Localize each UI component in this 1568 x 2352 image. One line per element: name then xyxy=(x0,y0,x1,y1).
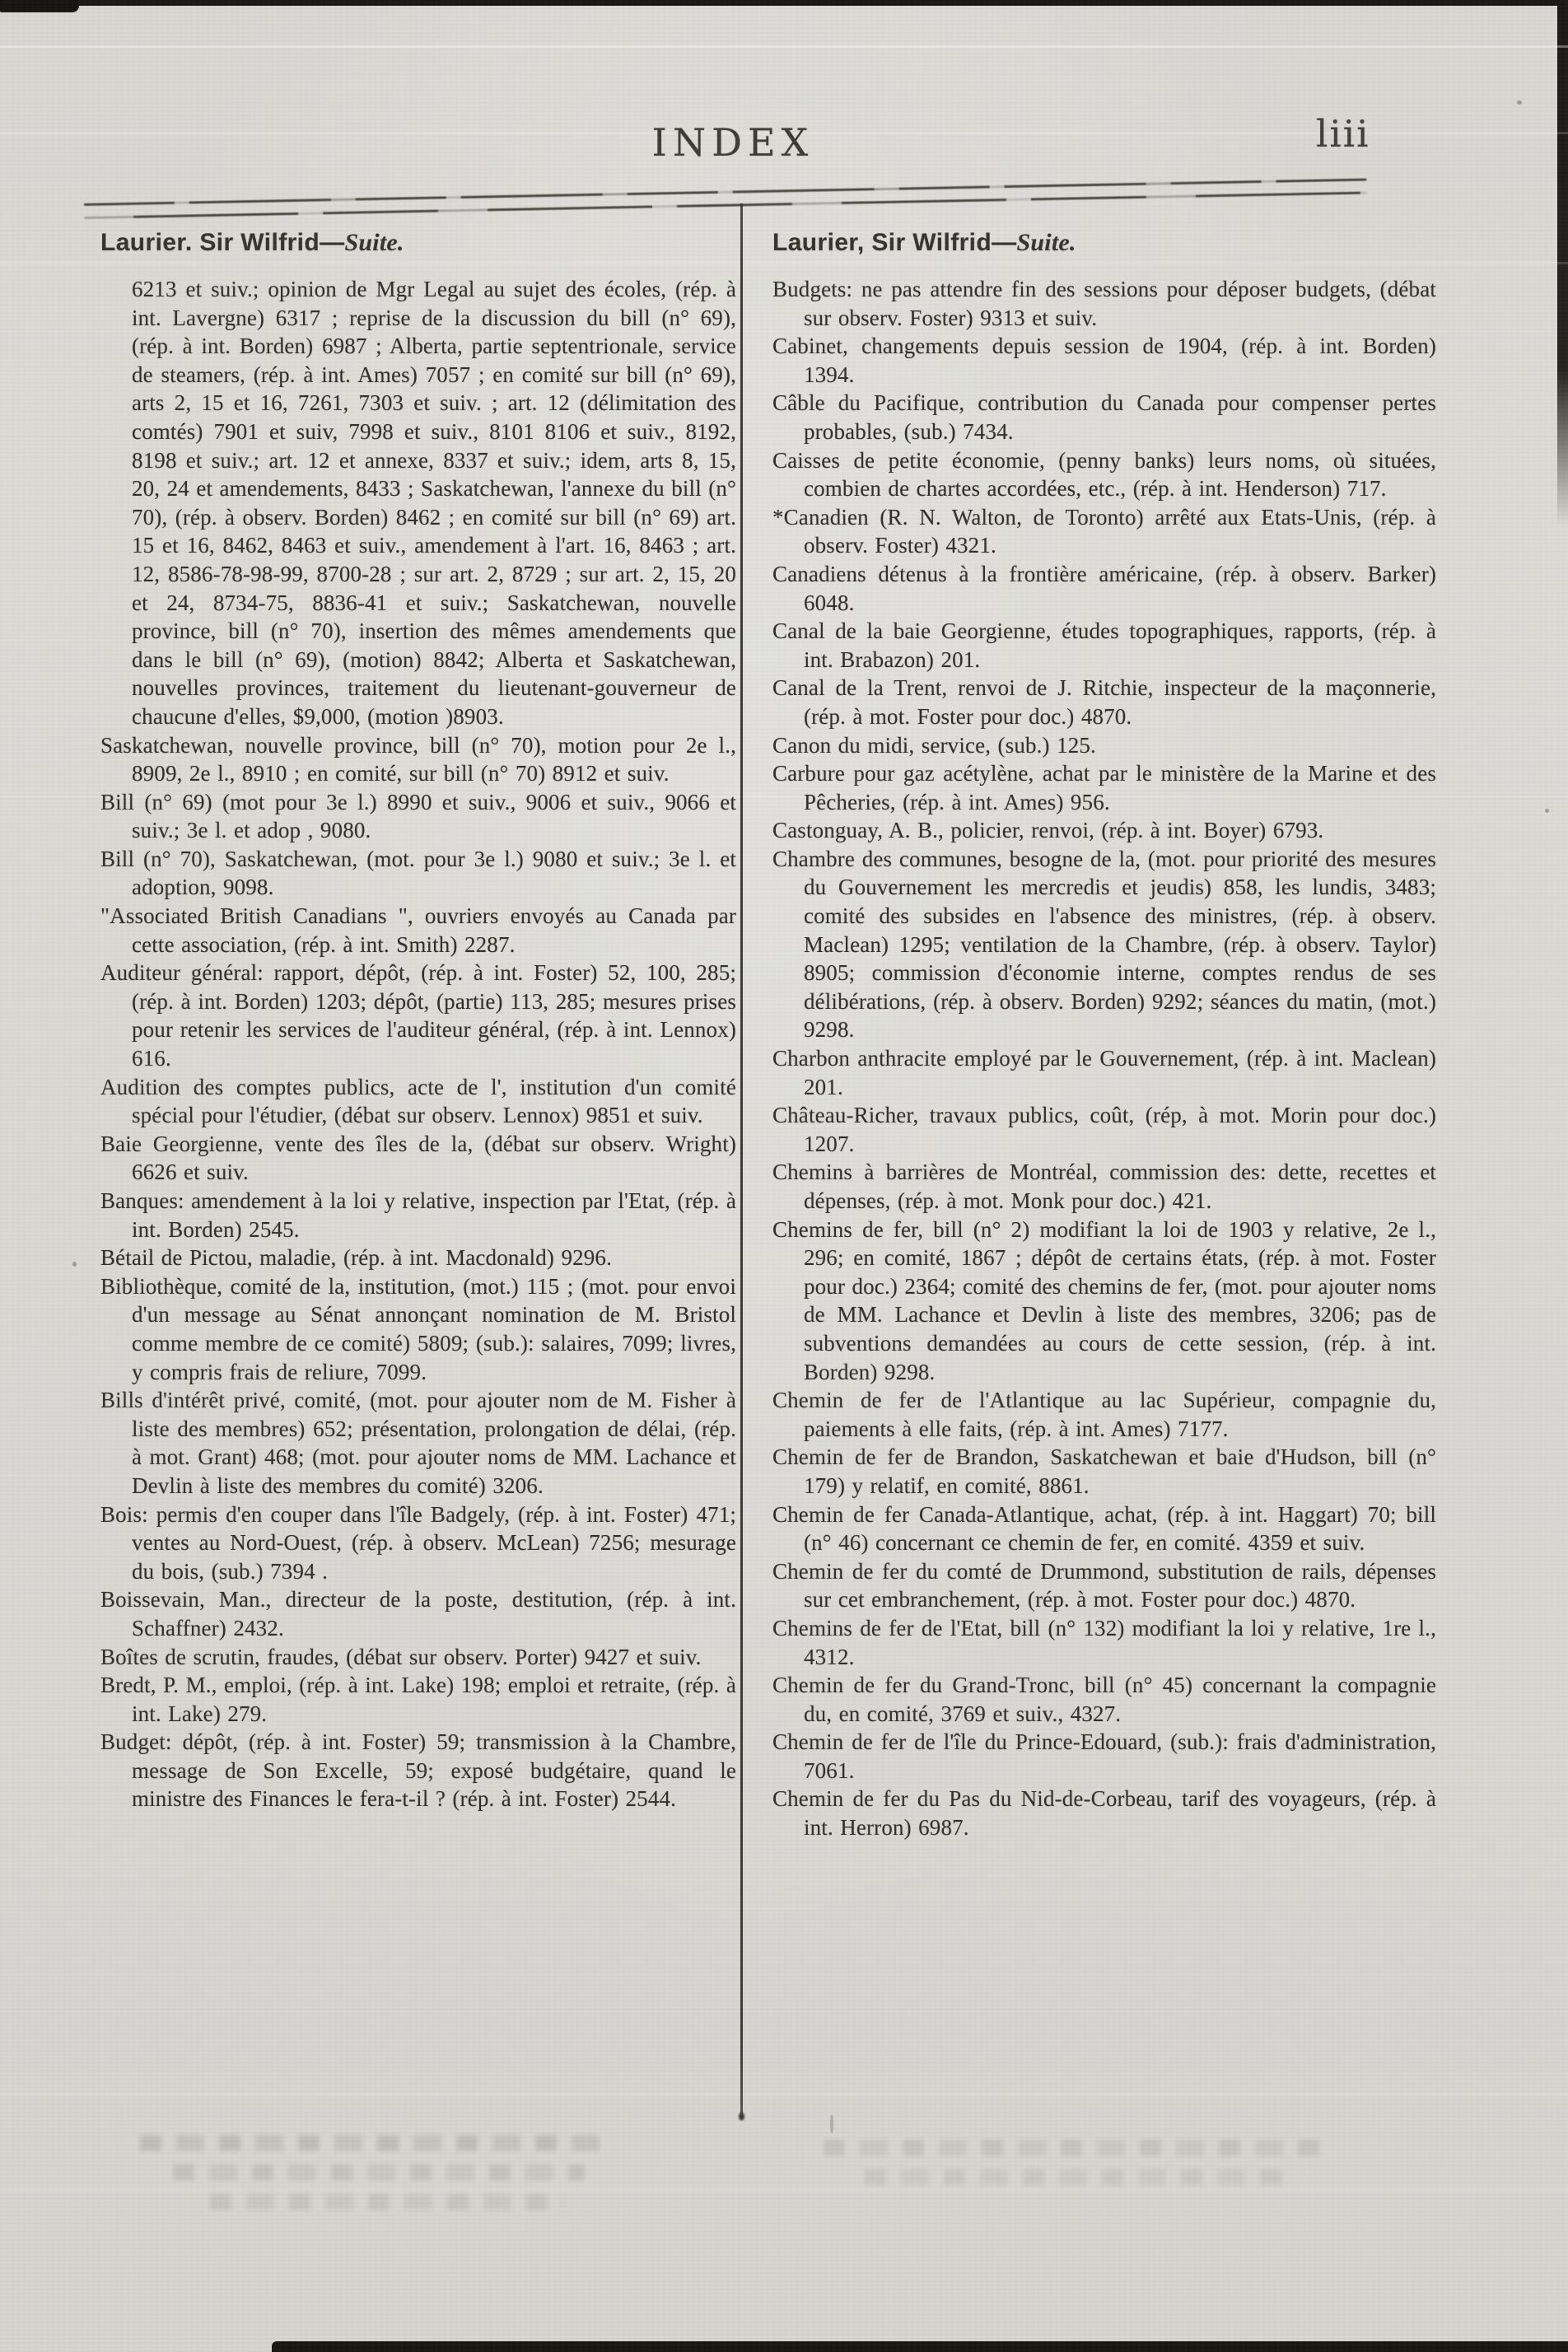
index-entry: Banques: amendement à la loi y relative, inspection par l'Etat, (rép. à int. Borden) 2545. xyxy=(100,1188,736,1242)
heading-name: Laurier, Sir Wilfrid— xyxy=(772,229,1017,256)
index-entry: Bredt, P. M., emploi, (rép. à int. Lake) 198; emploi et retraite, (rép. à int. Lake) 279. xyxy=(100,1673,736,1726)
index-entry: Boîtes de scrutin, fraudes, (débat sur observ. Porter) 9427 et suiv. xyxy=(100,1644,702,1669)
index-entry: Bills d'intérêt privé, comité, (mot. pour ajouter nom de M. Fisher à liste des membres) 652; présentation, prolongation de délai, (rép. à mot. Grant) 468; (mot. pour ajouter noms de MM. Lachance et Devlin à liste des membres du comité) 3206. xyxy=(100,1388,736,1498)
index-entry: Budgets: ne pas attendre fin des sessions pour déposer budgets, (débat sur observ. Foster) 9313 et suiv. xyxy=(772,277,1436,330)
scan-speck xyxy=(1517,100,1522,105)
column-heading-right xyxy=(772,229,1436,257)
index-entry: Câble du Pacifique, contribution du Canada pour compenser pertes probables, (sub.) 7434. xyxy=(772,390,1436,444)
bleed-through-smudge xyxy=(173,2164,585,2181)
bleed-through-smudge xyxy=(210,2194,564,2210)
index-entry: Canal de la baie Georgienne, études topographiques, rapports, (rép. à int. Brabazon) 201. xyxy=(772,618,1436,672)
index-entry: Chemin de fer Canada-Atlantique, achat, (rép. à int. Haggart) 70; bill (n° 46) concernant ce chemin de fer, en comité. 4359 et suiv. xyxy=(772,1501,1436,1556)
scan-edge-artifact-bottom xyxy=(272,2341,1568,2352)
rule-line xyxy=(84,192,1367,219)
index-entry: Cabinet, changements depuis session de 1904, (rép. à int. Borden) 1394. xyxy=(772,334,1436,387)
header-double-rule xyxy=(84,179,1367,222)
index-entry: Bibliothèque, comité de la, institution, (mot.) 115 ; (mot. pour envoi d'un message au Sénat annonçant nomination de M. Bristol comme membre de ce comité) 5809; (sub.): salaires, 7099; livres, y compris frais de reliure, 7099. xyxy=(100,1273,736,1384)
bleed-through-smudge xyxy=(824,2140,1334,2156)
bleed-through-smudge xyxy=(140,2135,601,2151)
index-entries-right xyxy=(772,275,1436,1842)
scan-corner-artifact xyxy=(0,0,79,12)
scan-edge-artifact-top xyxy=(0,0,1568,6)
scan-edge-artifact-right xyxy=(1557,0,1568,527)
page-number: liii xyxy=(1316,112,1370,156)
scan-streak xyxy=(0,2189,1568,2191)
bleed-through-smudge xyxy=(865,2169,1293,2186)
index-entry: Chemins à barrières de Montréal, commission des: dette, recettes et dépenses, (rép. à mot. Monk pour doc.) 421. xyxy=(772,1160,1436,1213)
rule-line xyxy=(84,179,1367,206)
index-entry: Canon du midi, service, (sub.) 125. xyxy=(772,732,1096,758)
index-entry: Castonguay, A. B., policier, renvoi, (rép. à int. Boyer) 6793. xyxy=(772,818,1324,843)
index-entry: Canadiens détenus à la frontière américaine, (rép. à observ. Barker) 6048. xyxy=(772,561,1436,615)
index-entry: Chemin de fer de Brandon, Saskatchewan et baie d'Hudson, bill (n° 179) y relatif, en comité, 8861. xyxy=(772,1444,1436,1498)
index-entry: Boissevain, Man., directeur de la poste, destitution, (rép. à int. Schaffner) 2432. xyxy=(100,1587,736,1640)
column-heading-left xyxy=(100,229,736,257)
index-entry: Carbure pour gaz acétylène, achat par le ministère de la Marine et des Pêcheries, (rép. à int. Ames) 956. xyxy=(772,761,1436,814)
index-entry: Baie Georgienne, vente des îles de la, (débat sur observ. Wright) 6626 et suiv. xyxy=(100,1131,736,1185)
index-entry: Bill (n° 69) (mot pour 3e l.) 8990 et suiv., 9006 et suiv., 9066 et suiv.; 3e l. et adop , 9080. xyxy=(100,789,736,843)
scan-speck xyxy=(72,1262,77,1267)
heading-name: Laurier. Sir Wilfrid— xyxy=(100,229,345,256)
index-column-right xyxy=(772,229,1436,1842)
index-entry: Audition des comptes publics, acte de l', institution d'un comité spécial pour l'étudier, (débat sur observ. Lennox) 9851 et suiv. xyxy=(100,1074,736,1128)
index-entry: Canal de la Trent, renvoi de J. Ritchie, inspecteur de la maçonnerie, (rép. à mot. Foster pour doc.) 4870. xyxy=(772,675,1436,729)
heading-suite-label: Suite. xyxy=(1016,229,1076,256)
index-entry: Bétail de Pictou, maladie, (rép. à int. Macdonald) 9296. xyxy=(100,1245,612,1271)
scan-speck xyxy=(1545,809,1549,813)
index-entry: Chemin de fer du Grand-Tronc, bill (n° 45) concernant la compagnie du, en comité, 3769 et suiv., 4327. xyxy=(772,1673,1436,1726)
index-entry: Chambre des communes, besogne de la, (mot. pour priorité des mesures du Gouvernement les mercredis et jeudis) 858, les lundis, 3483; comité des subsides en l'absence des ministres, (rép. à observ. Maclean) 1295; ventilation de la Chambre, (rép. à observ. Taylor) 8905; commission d'économie interne, comptes rendus de ses délibérations, (rép. à observ. Borden) 9292; séances du matin, (mot.) 9298. xyxy=(772,846,1436,1043)
index-entry: Chemins de fer de l'Etat, bill (n° 132) modifiant la loi y relative, 1re l., 4312. xyxy=(772,1615,1436,1669)
index-entry: Budget: dépôt, (rép. à int. Foster) 59; transmission à la Chambre, message de Son Excelle, 59; exposé budgétaire, quand le ministre des Finances le fera-t-il ? (rép. à int. Foster) 2544. xyxy=(100,1729,736,1812)
page-title: INDEX xyxy=(651,120,814,165)
index-entry: Charbon anthracite employé par le Gouvernement, (rép. à int. Maclean) 201. xyxy=(772,1046,1436,1099)
index-entry: Bois: permis d'en couper dans l'île Badgely, (rép. à int. Foster) 471; ventes au Nord-Ouest, (rép. à observ. McLean) 7256; mesurage du bois, (sub.) 7394 . xyxy=(100,1501,736,1584)
index-entry: Auditeur général: rapport, dépôt, (rép. à int. Foster) 52, 100, 285; (rép. à int. Borden) 1203; dépôt, (partie) 113, 285; mesures prises pour retenir les services de l'auditeur général, (rép. à int. Lennox) 616. xyxy=(100,960,736,1071)
index-entries-left xyxy=(100,275,736,1813)
scan-streak xyxy=(0,2093,1568,2096)
column-divider xyxy=(740,203,743,2114)
index-entry: 6213 et suiv.; opinion de Mgr Legal au sujet des écoles, (rép. à int. Lavergne) 6317 ; reprise de la discussion du bill (n° 69), (rép. à int. Borden) 6987 ; Alberta, partie septentrionale, service de steamers, (rép. à int. Ames) 7057 ; en comité sur bill (n° 69), arts 2, 15 et 16, 7261, 7303 et suiv. ; art. 12 (délimitation des comtés) 7901 et suiv, 7998 et suiv., 8101 8106 et suiv., 8192, 8198 et suiv.; art. 12 et annexe, 8337 et suiv.; idem, arts 8, 15, 20, 24 et amendements, 8433 ; Saskatchewan, l'annexe du bill (n° 70), (rép. à observ. Borden) 8462 ; en comité sur bill (n° 69) art. 15 et 16, 8462, 8463 et suiv., amendement à l'art. 16, 8463 ; art. 12, 8586-78-98-99, 8700-28 ; sur art. 2, 8729 ; sur art. 2, 15, 20 et 24, 8734-75, 8836-41 et suiv.; Saskatchewan, nouvelle province, bill (n° 70), insertion des mêmes amendements que dans le bill (n° 69), (motion) 8842; Alberta et Saskatchewan, nouvelles provinces, traitement du lieutenant-gouverneur de chaucune d'elles, $9,000, (motion )8903. xyxy=(132,277,736,729)
index-entry: Saskatchewan, nouvelle province, bill (n° 70), motion pour 2e l., 8909, 2e l., 8910 ; en comité, sur bill (n° 70) 8912 et suiv. xyxy=(100,732,736,786)
index-entry: Chemin de fer du comté de Drummond, substitution de rails, dépenses sur cet embranchement, (rép. à mot. Foster pour doc.) 4870. xyxy=(772,1558,1436,1612)
index-entry: Chemin de fer du Pas du Nid-de-Corbeau, tarif des voyageurs, (rép. à int. Herron) 6987. xyxy=(772,1786,1436,1841)
index-entry: *Canadien (R. N. Walton, de Toronto) arrêté aux Etats-Unis, (rép. à observ. Foster) 4321. xyxy=(772,504,1436,558)
scan-streak xyxy=(0,45,1568,48)
index-entry: "Associated British Canadians ", ouvriers envoyés au Canada par cette association, (rép. à int. Smith) 2287. xyxy=(100,903,736,957)
index-column-left xyxy=(100,229,736,1813)
index-entry: Chemins de fer, bill (n° 2) modifiant la loi de 1903 y relative, 2e l., 296; en comité, 1867 ; dépôt de certains états, (rép. à mot. Foster pour doc.) 2364; comité des chemins de fer, (mot. pour ajouter noms de MM. Lachance et Devlin à liste des membres, 3206; pas de subventions demandées au cours de cette session, (rép. à int. Borden) 9298. xyxy=(772,1216,1436,1384)
scan-speck xyxy=(830,2115,833,2133)
index-entry: Bill (n° 70), Saskatchewan, (mot. pour 3e l.) 9080 et suiv.; 3e l. et adoption, 9098. xyxy=(100,846,736,900)
index-entry: Château-Richer, travaux publics, coût, (rép, à mot. Morin pour doc.) 1207. xyxy=(772,1103,1436,1156)
heading-suite-label: Suite. xyxy=(344,229,404,256)
index-entry: Chemin de fer de l'Atlantique au lac Supérieur, compagnie du, paiements à elle faits, (rép. à int. Ames) 7177. xyxy=(772,1388,1436,1441)
index-entry: Chemin de fer de l'île du Prince-Edouard, (sub.): frais d'administration, 7061. xyxy=(772,1729,1436,1783)
index-entry: Caisses de petite économie, (penny banks) leurs noms, où situées, combien de chartes accordées, etc., (rép. à int. Henderson) 717. xyxy=(772,447,1436,502)
